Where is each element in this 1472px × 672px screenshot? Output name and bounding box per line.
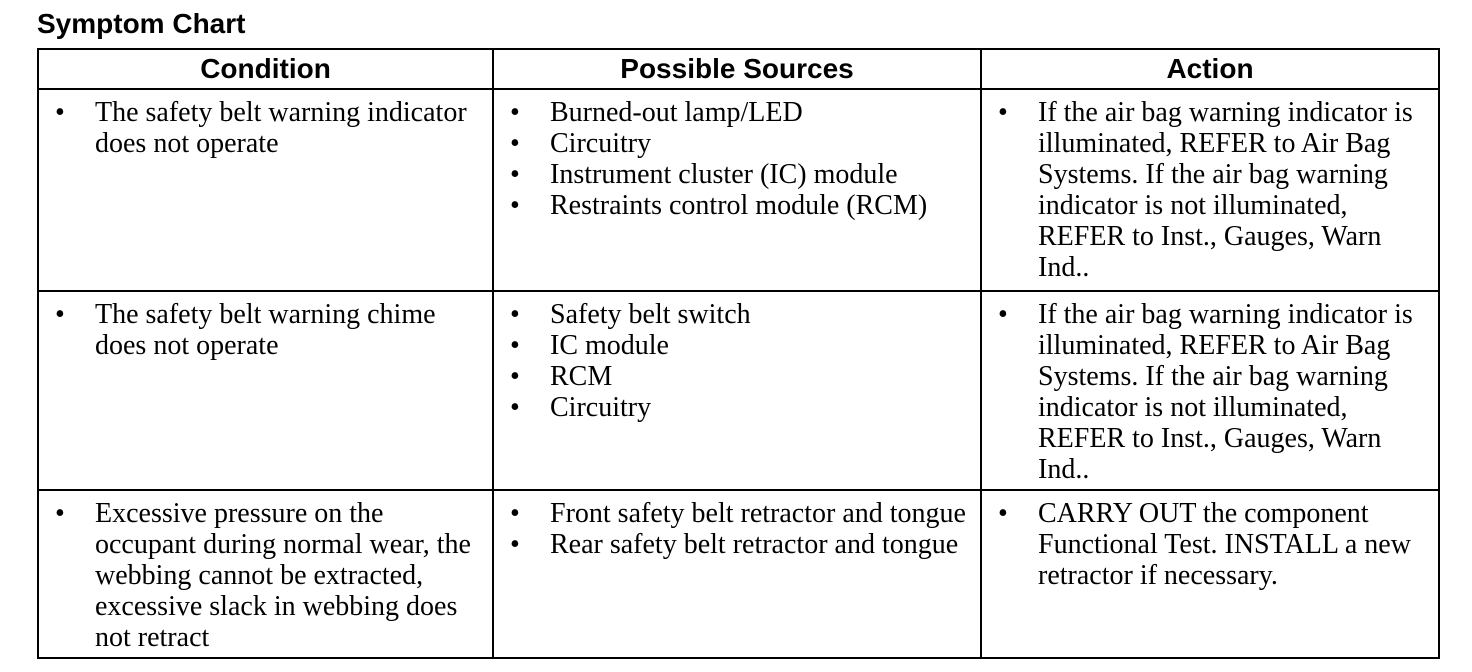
symptom-table bbox=[37, 48, 1440, 659]
sources-cell bbox=[493, 89, 981, 291]
list-item bbox=[504, 330, 976, 361]
list-item bbox=[992, 97, 1434, 283]
bullet-icon: • bbox=[998, 299, 1008, 330]
source-text: Front safety belt retractor and tongue bbox=[550, 498, 966, 529]
list-item bbox=[504, 392, 976, 423]
list-item bbox=[49, 299, 488, 361]
list-item bbox=[504, 498, 976, 529]
list-item bbox=[504, 159, 976, 190]
source-text: Circuitry bbox=[550, 128, 652, 159]
bullet-icon: • bbox=[55, 299, 65, 330]
condition-cell bbox=[38, 89, 493, 291]
bullet-icon: • bbox=[510, 97, 520, 128]
chart-title: Symptom Chart bbox=[37, 8, 246, 39]
source-text: Safety belt switch bbox=[550, 299, 751, 330]
list-item bbox=[504, 190, 976, 221]
header-possible-sources: Possible Sources bbox=[493, 49, 981, 89]
action-cell bbox=[981, 89, 1439, 291]
header-condition: Condition bbox=[38, 49, 493, 89]
bullet-icon: • bbox=[510, 330, 520, 361]
list-item bbox=[49, 97, 488, 159]
list-item bbox=[504, 128, 976, 159]
bullet-icon: • bbox=[55, 97, 65, 128]
bullet-icon: • bbox=[510, 361, 520, 392]
sources-cell bbox=[493, 490, 981, 658]
table-header-row bbox=[38, 49, 1439, 89]
action-text: If the air bag warning indicator is illuminated, REFER to Air Bag Systems. If the air bag warning indicator is not illuminated, REFER to Inst., Gauges, Warn Ind.. bbox=[1038, 97, 1413, 283]
bullet-icon: • bbox=[510, 190, 520, 221]
source-text: Circuitry bbox=[550, 392, 652, 423]
source-text: RCM bbox=[550, 361, 613, 392]
source-text: Instrument cluster (IC) module bbox=[550, 159, 898, 190]
source-text: Rear safety belt retractor and tongue bbox=[550, 529, 959, 560]
sources-cell bbox=[493, 291, 981, 490]
bullet-icon: • bbox=[510, 159, 520, 190]
list-item bbox=[992, 498, 1434, 591]
bullet-icon: • bbox=[510, 299, 520, 330]
condition-cell bbox=[38, 490, 493, 658]
header-action: Action bbox=[981, 49, 1439, 89]
table-row bbox=[38, 291, 1439, 490]
list-item bbox=[49, 498, 488, 653]
source-text: IC module bbox=[550, 330, 669, 361]
bullet-icon: • bbox=[510, 392, 520, 423]
bullet-icon: • bbox=[510, 498, 520, 529]
list-item bbox=[504, 529, 976, 560]
table-row bbox=[38, 89, 1439, 291]
condition-text: The safety belt warning chime does not operate bbox=[95, 299, 436, 361]
condition-text: Excessive pressure on the occupant during normal wear, the webbing cannot be extracted, excessive slack in webbing does not retract bbox=[95, 498, 471, 653]
action-text: If the air bag warning indicator is illuminated, REFER to Air Bag Systems. If the air bag warning indicator is not illuminated, REFER to Inst., Gauges, Warn Ind.. bbox=[1038, 299, 1413, 485]
list-item bbox=[504, 299, 976, 330]
action-cell bbox=[981, 490, 1439, 658]
source-text: Burned-out lamp/LED bbox=[550, 97, 803, 128]
bullet-icon: • bbox=[998, 498, 1008, 529]
action-cell bbox=[981, 291, 1439, 490]
condition-cell bbox=[38, 291, 493, 490]
list-item bbox=[504, 97, 976, 128]
list-item bbox=[504, 361, 976, 392]
condition-text: The safety belt warning indicator does not operate bbox=[95, 97, 467, 159]
bullet-icon: • bbox=[510, 529, 520, 560]
bullet-icon: • bbox=[55, 498, 65, 529]
list-item bbox=[992, 299, 1434, 485]
table-row bbox=[38, 490, 1439, 658]
source-text: Restraints control module (RCM) bbox=[550, 190, 928, 221]
bullet-icon: • bbox=[510, 128, 520, 159]
action-text: CARRY OUT the component Functional Test. INSTALL a new retractor if necessary. bbox=[1038, 498, 1411, 591]
bullet-icon: • bbox=[998, 97, 1008, 128]
